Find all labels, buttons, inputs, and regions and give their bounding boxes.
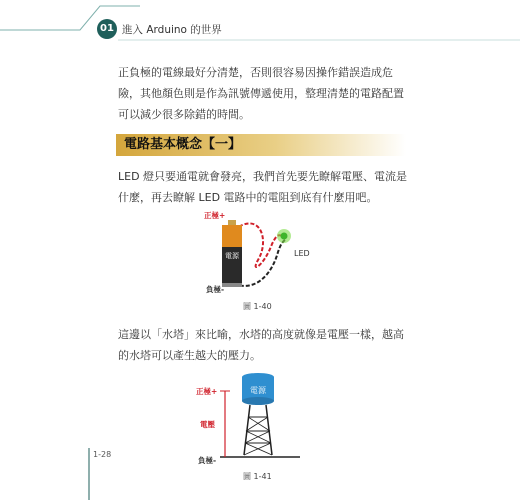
water-tower-figure (190, 365, 340, 470)
voltage-label: 電壓 (200, 420, 215, 429)
tower-cross (246, 431, 271, 443)
tower-cross (245, 443, 272, 455)
tower-cross (246, 417, 268, 431)
battery-led-figure (190, 200, 330, 300)
led-paragraph: LED 燈只要通電就會發亮，我們首先要先瞭解電壓、電流是什麼，再去瞭解 LED 電路中的電阻到底有什麼用吧。 (118, 170, 408, 204)
battery-base (222, 283, 242, 287)
tower-cross (245, 431, 270, 443)
tank-bottom (242, 397, 274, 405)
led-label: LED (294, 249, 310, 258)
header-title: 進入 Arduino 的世界 (122, 24, 222, 36)
figure2-caption: 圖 1-41 (243, 472, 272, 481)
positive-label: 正極+ (196, 387, 218, 396)
section-title: 電路基本概念【一】 (124, 137, 242, 152)
header-ornament (0, 0, 520, 45)
figure1-caption: 圖 1-40 (243, 302, 272, 311)
tank-label: 電源 (250, 386, 266, 395)
tower-cross (244, 443, 271, 455)
tower-cross (248, 417, 270, 431)
battery-gold (222, 225, 242, 247)
water-tower-paragraph: 這邊以「水塔」來比喻，水塔的高度就像是電壓一樣，越高的水塔可以產生越大的壓力。 (118, 328, 404, 362)
negative-label: 負極- (206, 285, 225, 294)
battery-label: 電源 (225, 252, 239, 260)
negative-label: 負極- (198, 456, 217, 465)
header-line (0, 6, 140, 30)
footer-marker (86, 448, 92, 500)
led-bulb (281, 233, 288, 240)
chapter-number-badge: 01 (97, 19, 117, 39)
page-number: 1-28 (93, 450, 112, 459)
battery-cap (228, 220, 236, 225)
intro-paragraph: 正負極的電線最好分清楚，否則很容易因操作錯誤造成危險，其他顏色則是作為訊號傳遞使用，整理清楚的電路配置可以減少很多除錯的時間。 (118, 66, 404, 121)
positive-label: 正極+ (204, 211, 226, 220)
